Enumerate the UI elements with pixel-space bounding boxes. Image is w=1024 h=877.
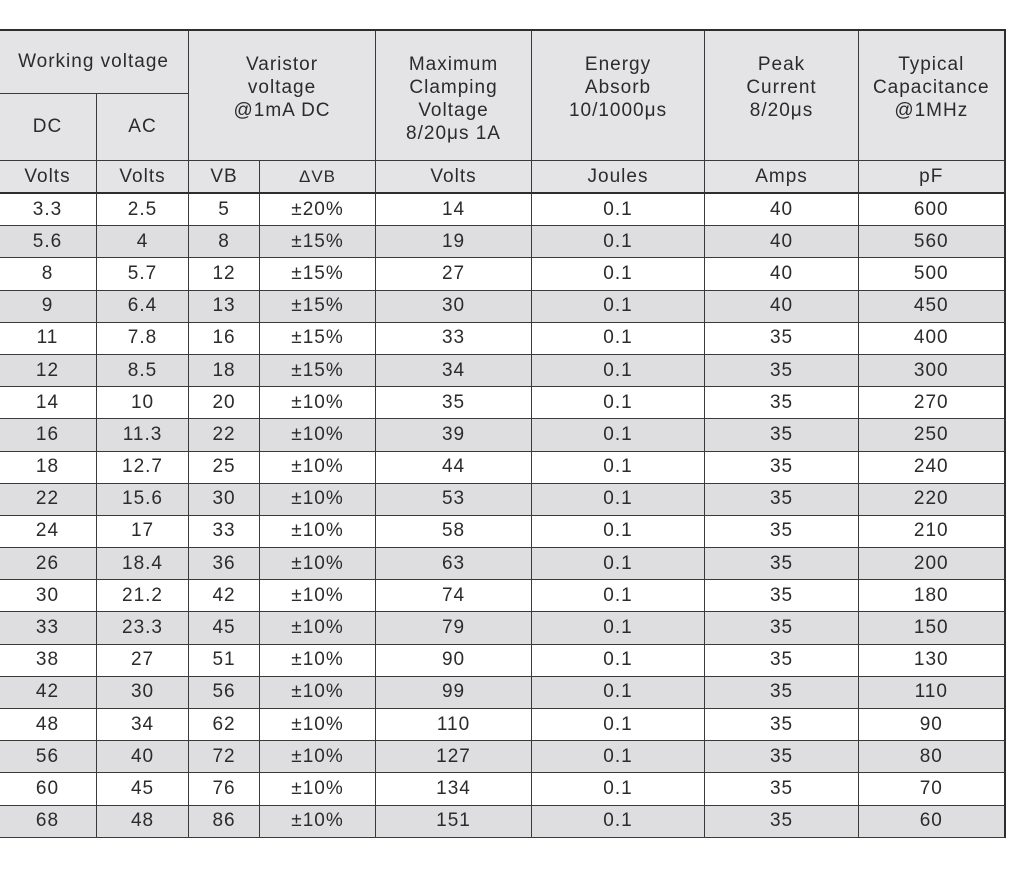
- table-cell: 7.8: [97, 322, 189, 354]
- table-cell: 127: [376, 741, 532, 773]
- capacitance-header: [859, 30, 1005, 161]
- table-cell: ±10%: [260, 419, 376, 451]
- table-cell: ±15%: [260, 322, 376, 354]
- table-cell: 33: [189, 515, 260, 547]
- varistor-line-3: @1mA DC: [233, 100, 331, 121]
- table-cell: 0.1: [532, 322, 705, 354]
- table-row: [0, 515, 1005, 547]
- table-cell: 58: [376, 515, 532, 547]
- table-row: [0, 451, 1005, 483]
- peak-line-2: Current: [746, 77, 817, 98]
- table-cell: 18.4: [97, 548, 189, 580]
- table-cell: ±15%: [260, 290, 376, 322]
- table-row: [0, 805, 1005, 837]
- table-cell: 99: [376, 676, 532, 708]
- table-cell: 11: [0, 322, 97, 354]
- table-cell: 33: [0, 612, 97, 644]
- table-cell: ±10%: [260, 773, 376, 805]
- clamping-line-4: 8/20μs 1A: [406, 123, 501, 144]
- table-cell: 0.1: [532, 258, 705, 290]
- table-cell: ±10%: [260, 580, 376, 612]
- table-cell: 151: [376, 805, 532, 837]
- capacitance-line-1: Typical: [898, 54, 965, 75]
- table-row: [0, 483, 1005, 515]
- table-cell: 17: [97, 515, 189, 547]
- unit-cell: Volts: [97, 161, 189, 194]
- table-cell: ±15%: [260, 354, 376, 386]
- table-cell: 8: [189, 226, 260, 258]
- table-row: [0, 773, 1005, 805]
- table-cell: 0.1: [532, 387, 705, 419]
- table-cell: 600: [859, 193, 1005, 226]
- table-cell: 5.6: [0, 226, 97, 258]
- table-cell: 18: [0, 451, 97, 483]
- table-cell: 48: [97, 805, 189, 837]
- table-cell: 40: [97, 741, 189, 773]
- table-cell: 35: [705, 322, 859, 354]
- table-cell: 40: [705, 290, 859, 322]
- table-cell: 250: [859, 419, 1005, 451]
- table-row: [0, 709, 1005, 741]
- table-cell: 35: [705, 483, 859, 515]
- table-cell: 35: [705, 644, 859, 676]
- clamping-line-2: Clamping: [409, 77, 498, 98]
- table-row: [0, 290, 1005, 322]
- table-cell: 30: [189, 483, 260, 515]
- table-cell: 240: [859, 451, 1005, 483]
- table-cell: 44: [376, 451, 532, 483]
- table-cell: 3.3: [0, 193, 97, 226]
- unit-cell: Joules: [532, 161, 705, 194]
- table-cell: 38: [0, 644, 97, 676]
- table-row: [0, 741, 1005, 773]
- table-cell: 35: [705, 805, 859, 837]
- table-cell: 10: [97, 387, 189, 419]
- table-cell: 48: [0, 709, 97, 741]
- table-cell: ±10%: [260, 515, 376, 547]
- table-cell: 79: [376, 612, 532, 644]
- table-cell: 2.5: [97, 193, 189, 226]
- capacitance-line-3: @1MHz: [894, 100, 969, 121]
- table-row: [0, 354, 1005, 386]
- table-cell: 70: [859, 773, 1005, 805]
- table-cell: 200: [859, 548, 1005, 580]
- table-cell: 16: [0, 419, 97, 451]
- table-row: [0, 226, 1005, 258]
- table-cell: 24: [0, 515, 97, 547]
- ac-header: AC: [97, 94, 189, 161]
- table-row: [0, 258, 1005, 290]
- capacitance-line-2: Capacitance: [872, 77, 990, 98]
- table-cell: 0.1: [532, 548, 705, 580]
- table-cell: 60: [859, 805, 1005, 837]
- table-cell: 13: [189, 290, 260, 322]
- table-cell: 0.1: [532, 354, 705, 386]
- table-cell: ±10%: [260, 387, 376, 419]
- table-cell: 0.1: [532, 290, 705, 322]
- unit-cell: Amps: [705, 161, 859, 194]
- table-cell: ±10%: [260, 741, 376, 773]
- table-row: [0, 676, 1005, 708]
- table-cell: 36: [189, 548, 260, 580]
- table-cell: 35: [705, 580, 859, 612]
- table-cell: 68: [0, 805, 97, 837]
- clamping-voltage-header: [376, 30, 532, 161]
- table-cell: 15.6: [97, 483, 189, 515]
- table-cell: ±10%: [260, 676, 376, 708]
- table-cell: 560: [859, 226, 1005, 258]
- table-cell: 0.1: [532, 580, 705, 612]
- table-cell: 12: [0, 354, 97, 386]
- table-cell: 40: [705, 193, 859, 226]
- table-row: [0, 419, 1005, 451]
- table-cell: 42: [189, 580, 260, 612]
- energy-absorb-header: [532, 30, 705, 161]
- table-cell: 35: [705, 354, 859, 386]
- table-cell: ±10%: [260, 548, 376, 580]
- table-cell: 30: [97, 676, 189, 708]
- table-cell: 134: [376, 773, 532, 805]
- table-cell: 40: [705, 258, 859, 290]
- table-cell: 450: [859, 290, 1005, 322]
- table-cell: 180: [859, 580, 1005, 612]
- table-cell: 35: [705, 387, 859, 419]
- table-cell: 14: [376, 193, 532, 226]
- table-cell: 42: [0, 676, 97, 708]
- table-cell: ±15%: [260, 226, 376, 258]
- table-cell: 35: [376, 387, 532, 419]
- table-row: [0, 548, 1005, 580]
- table-cell: 22: [0, 483, 97, 515]
- table-cell: 6.4: [97, 290, 189, 322]
- table-cell: 0.1: [532, 612, 705, 644]
- table-cell: 30: [0, 580, 97, 612]
- table-cell: 90: [376, 644, 532, 676]
- table-cell: 76: [189, 773, 260, 805]
- table-cell: 0.1: [532, 419, 705, 451]
- table-cell: 35: [705, 515, 859, 547]
- table-cell: 62: [189, 709, 260, 741]
- table-cell: 0.1: [532, 676, 705, 708]
- table-cell: 45: [97, 773, 189, 805]
- table-cell: 110: [859, 676, 1005, 708]
- table-cell: 33: [376, 322, 532, 354]
- table-cell: 130: [859, 644, 1005, 676]
- table-cell: 0.1: [532, 773, 705, 805]
- table-cell: 11.3: [97, 419, 189, 451]
- table-cell: 35: [705, 612, 859, 644]
- table-cell: 19: [376, 226, 532, 258]
- table-cell: 270: [859, 387, 1005, 419]
- table-cell: 150: [859, 612, 1005, 644]
- unit-cell: Volts: [376, 161, 532, 194]
- table-cell: 90: [859, 709, 1005, 741]
- table-cell: 12: [189, 258, 260, 290]
- table-cell: 18: [189, 354, 260, 386]
- table-cell: 25: [189, 451, 260, 483]
- table-cell: 400: [859, 322, 1005, 354]
- table-cell: 74: [376, 580, 532, 612]
- table-cell: 27: [97, 644, 189, 676]
- table-cell: 0.1: [532, 805, 705, 837]
- table-cell: 39: [376, 419, 532, 451]
- table-cell: 220: [859, 483, 1005, 515]
- table-row: [0, 322, 1005, 354]
- table-cell: 22: [189, 419, 260, 451]
- table-cell: 0.1: [532, 644, 705, 676]
- table-cell: 300: [859, 354, 1005, 386]
- table-cell: ±10%: [260, 451, 376, 483]
- table-cell: 210: [859, 515, 1005, 547]
- table-row: [0, 644, 1005, 676]
- varistor-voltage-header: [189, 30, 376, 161]
- table-cell: ±10%: [260, 483, 376, 515]
- table-cell: 56: [0, 741, 97, 773]
- varistor-line-1: Varistor: [245, 54, 319, 75]
- table-cell: 86: [189, 805, 260, 837]
- table-cell: 8: [0, 258, 97, 290]
- table-cell: 63: [376, 548, 532, 580]
- table-cell: 12.7: [97, 451, 189, 483]
- table-cell: 500: [859, 258, 1005, 290]
- table-cell: 35: [705, 676, 859, 708]
- table-cell: 35: [705, 548, 859, 580]
- table-cell: 51: [189, 644, 260, 676]
- table-cell: 8.5: [97, 354, 189, 386]
- table-cell: 5.7: [97, 258, 189, 290]
- table-row: [0, 580, 1005, 612]
- table-cell: 40: [705, 226, 859, 258]
- energy-line-3: 10/1000μs: [568, 100, 668, 121]
- table-cell: 27: [376, 258, 532, 290]
- table-cell: 0.1: [532, 451, 705, 483]
- table-cell: 35: [705, 773, 859, 805]
- table-cell: 23.3: [97, 612, 189, 644]
- table-cell: 30: [376, 290, 532, 322]
- table-row: [0, 193, 1005, 226]
- table-cell: 110: [376, 709, 532, 741]
- table-cell: ±10%: [260, 805, 376, 837]
- units-row: [0, 161, 1005, 194]
- table-cell: ±10%: [260, 644, 376, 676]
- table-cell: 0.1: [532, 709, 705, 741]
- energy-line-2: Absorb: [584, 77, 652, 98]
- table-cell: 35: [705, 451, 859, 483]
- working-voltage-header: Working voltage: [0, 30, 189, 94]
- table-cell: 5: [189, 193, 260, 226]
- table-cell: 80: [859, 741, 1005, 773]
- table-cell: 9: [0, 290, 97, 322]
- energy-line-1: Energy: [584, 54, 652, 75]
- table-cell: 16: [189, 322, 260, 354]
- table-cell: 34: [97, 709, 189, 741]
- unit-cell: ΔVB: [260, 161, 376, 194]
- peak-current-header: [705, 30, 859, 161]
- table-cell: 26: [0, 548, 97, 580]
- table-cell: 0.1: [532, 193, 705, 226]
- table-cell: 60: [0, 773, 97, 805]
- table-cell: 35: [705, 419, 859, 451]
- clamping-line-3: Voltage: [418, 100, 489, 121]
- table-cell: 0.1: [532, 226, 705, 258]
- varistor-line-2: voltage: [247, 77, 317, 98]
- table-cell: 0.1: [532, 515, 705, 547]
- table-cell: ±10%: [260, 709, 376, 741]
- table-cell: 53: [376, 483, 532, 515]
- peak-line-1: Peak: [757, 54, 806, 75]
- table-cell: ±15%: [260, 258, 376, 290]
- table-cell: 20: [189, 387, 260, 419]
- dc-header: DC: [0, 94, 97, 161]
- table-cell: 21.2: [97, 580, 189, 612]
- table-cell: 0.1: [532, 483, 705, 515]
- unit-cell: VB: [189, 161, 260, 194]
- table-cell: 72: [189, 741, 260, 773]
- table-cell: 35: [705, 709, 859, 741]
- table-cell: 14: [0, 387, 97, 419]
- peak-line-3: 8/20μs: [749, 100, 814, 121]
- table-cell: 0.1: [532, 741, 705, 773]
- table-row: [0, 387, 1005, 419]
- table-cell: ±20%: [260, 193, 376, 226]
- table-cell: 4: [97, 226, 189, 258]
- table-cell: 35: [705, 741, 859, 773]
- table-cell: 34: [376, 354, 532, 386]
- unit-cell: pF: [859, 161, 1005, 194]
- table-row: [0, 612, 1005, 644]
- table-cell: 45: [189, 612, 260, 644]
- clamping-line-1: Maximum: [408, 54, 499, 75]
- varistor-spec-table: [0, 29, 1006, 838]
- table-cell: ±10%: [260, 612, 376, 644]
- table-cell: 56: [189, 676, 260, 708]
- unit-cell: Volts: [0, 161, 97, 194]
